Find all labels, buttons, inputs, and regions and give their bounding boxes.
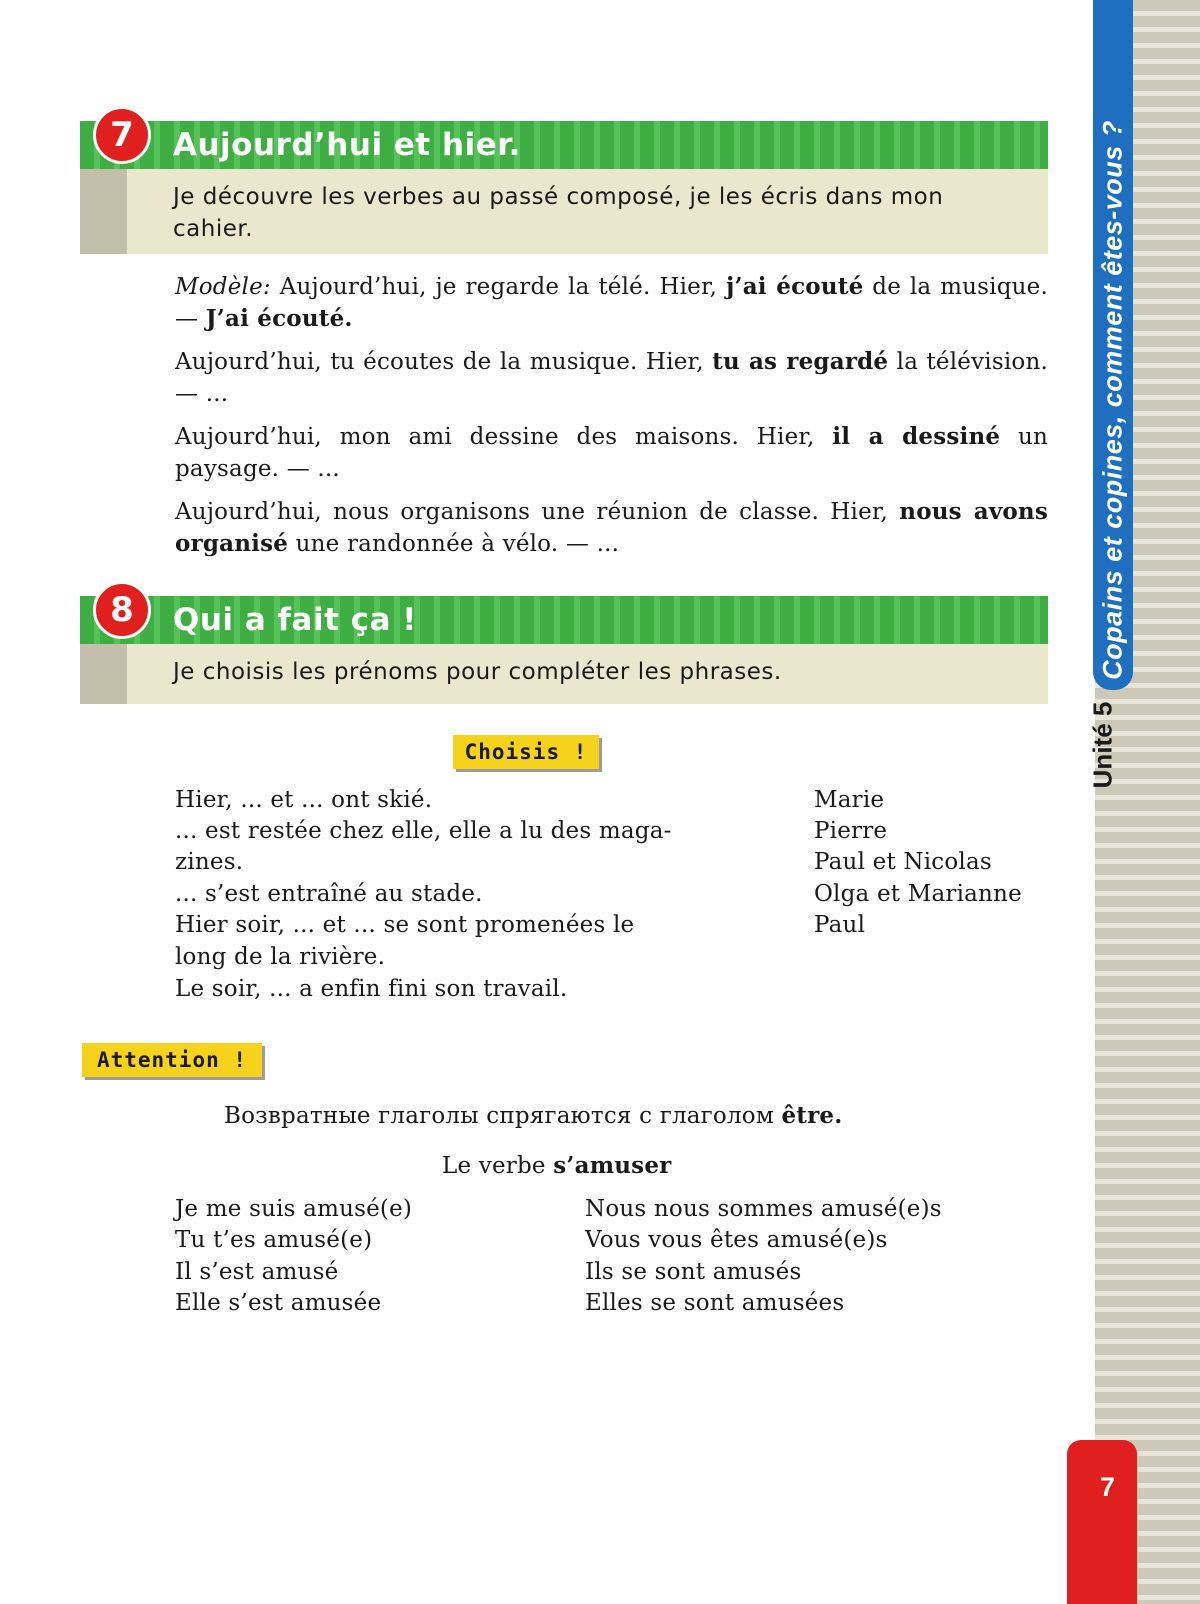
exercise-8-instruction-box bbox=[80, 644, 1048, 704]
exercise-7-item: Aujourd’hui, nous organisons une réunion de classe. Hier, nous avons organisé une randonnée à vélo. — ... bbox=[175, 498, 1048, 557]
name-option: Paul et Nicolas bbox=[814, 849, 992, 875]
name-option: Marie bbox=[814, 787, 885, 813]
sentence-line: Hier soir, ... et ... se sont promenées le bbox=[175, 912, 635, 938]
conjugation-plural: Vous vous êtes amusé(e)s bbox=[585, 1227, 888, 1253]
sentence-line: ... s’est entraîné au stade. bbox=[175, 881, 483, 907]
conjugation-plural: Ils se sont amusés bbox=[585, 1259, 802, 1285]
unit-label: Unité 5 bbox=[1087, 701, 1118, 789]
sentence-line: Le soir, ... a enfin fini son travail. bbox=[175, 976, 568, 1002]
conjugation-singular: Elle s’est amusée bbox=[175, 1290, 382, 1316]
page-number-tab bbox=[1067, 1440, 1137, 1604]
sentence-line: long de la rivière. bbox=[175, 944, 386, 970]
name-option: Olga et Marianne bbox=[814, 881, 1022, 907]
conjugation-singular: Il s’est amusé bbox=[175, 1259, 339, 1285]
exercise-7-header bbox=[80, 121, 1048, 169]
page-number: 7 bbox=[1099, 1472, 1116, 1502]
exercise-8-number: 8 bbox=[93, 581, 151, 639]
conjugation-singular: Je me suis amusé(e) bbox=[175, 1196, 413, 1222]
sentence-line: zines. bbox=[175, 849, 244, 875]
exercise-8-header bbox=[80, 596, 1048, 644]
conjugation-plural: Elles se sont amusées bbox=[585, 1290, 845, 1316]
exercise-7-item: Aujourd’hui, mon ami dessine des maisons. Hier, il a dessiné un paysage. — ... bbox=[175, 423, 1049, 482]
exercise-7-number: 7 bbox=[93, 106, 151, 164]
rule-text: Возвратные глаголы спрягаются с глаголом être. bbox=[224, 1102, 843, 1129]
conjugation-singular: Tu t’es amusé(e) bbox=[175, 1227, 373, 1253]
conjugation-plural: Nous nous sommes amusé(e)s bbox=[585, 1196, 942, 1222]
name-option: Paul bbox=[814, 912, 866, 938]
verb-heading: Le verbe s’amuser bbox=[442, 1152, 672, 1179]
exercise-7-title: Aujourd’hui et hier. bbox=[173, 127, 521, 163]
model-label: Modèle: bbox=[175, 274, 271, 300]
exercise-7-item: Aujourd’hui, tu écoutes de la musique. Hier, tu as regardé la télévision. — ... bbox=[175, 348, 1048, 407]
exercise-7-instruction: Je découvre les verbes au passé composé, je les écris dans mon cahier. bbox=[173, 184, 944, 242]
name-option: Pierre bbox=[814, 818, 888, 844]
sentence-line: Hier, ... et ... ont skié. bbox=[175, 787, 433, 813]
choose-tag: Choisis ! bbox=[453, 735, 599, 769]
exercise-7-instruction-box bbox=[80, 169, 1048, 254]
unit-title: Copains et copines, comment êtes-vous ? bbox=[1097, 120, 1128, 680]
sentence-line: ... est restée chez elle, elle a lu des maga- bbox=[175, 818, 672, 844]
exercise-8-instruction: Je choisis les prénoms pour compléter les phrases. bbox=[173, 659, 782, 685]
exercise-7-model: Modèle: Aujourd’hui, je regarde la télé. Hier, j’ai écouté de la musique. — J’ai écouté. bbox=[175, 273, 1048, 332]
exercise-8-title: Qui a fait ça ! bbox=[173, 602, 417, 638]
attention-tag: Attention ! bbox=[82, 1043, 262, 1077]
